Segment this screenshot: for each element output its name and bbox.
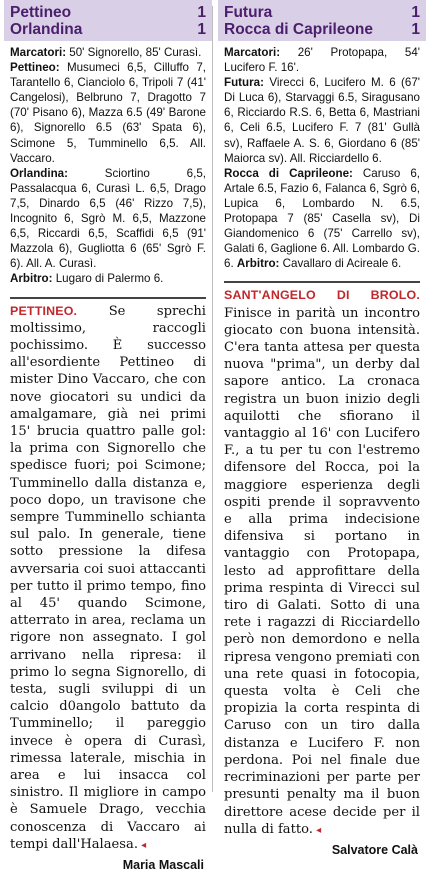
dateline: SANT'ANGELO DI BROLO. bbox=[224, 288, 420, 303]
away-lineup-text: Sciortino 6,5, Passalacqua 6, Curasì L. 6,5, Drago 7,5, Dinardo 6,5 (46' Rizzo 7,5), Incognito 6, Sgrò M. 6,5, Mazzone 6,5, Riccardi 6,5, Scaffidi 6,5 (91' Mazzola 6), Gugliotta 6 (65' Sgrò F. 6). All. A. Curasì. bbox=[10, 166, 206, 271]
home-lineup-label: Futura: bbox=[224, 76, 264, 90]
referee bbox=[10, 271, 206, 286]
away-lineup-label: Orlandina: bbox=[10, 166, 68, 180]
author-byline: Salvatore Calà bbox=[331, 842, 418, 857]
home-lineup-text: Virecci 6, Lucifero M. 6 (67' Di Luca 6), Starvaggi 6.5, Siragusano 6, Ricciardo R.S. 6, Betta 6, Mastriani 6, Celi 6.5, Lucifero F. 7 (81' Gullà sv), Raffaele A. S. 6, Giordano 6 (85' Maiorca sv). All. Ricciardello 6. bbox=[224, 76, 420, 165]
match-column-left bbox=[4, 0, 212, 872]
section-rule bbox=[224, 281, 420, 283]
team-name: Rocca di Caprileone bbox=[224, 21, 374, 38]
away-lineup bbox=[224, 166, 420, 272]
team-goals: 1 bbox=[411, 21, 420, 38]
match-column-right bbox=[218, 0, 426, 857]
scorers bbox=[224, 45, 420, 75]
section-rule bbox=[10, 297, 206, 299]
score-row-home bbox=[10, 4, 206, 21]
article-body: Se sprechi moltissimo, raccogli pochissimo. È successo all'esordiente Pettineo di mister Dino Vaccaro, che con nove giocatori su undici da amalgamare, già nei primi 15' brucia quattro palle gol: la prima con Signorello che spedisce fuori; poi Scimone; Tumminello dalla distanza e, poco dopo, un travisone che sempre Tumminello schianta sul palo. In generale, tiene sotto pressione la difesa avversaria coi suoi attaccanti per tutto il primo tempo, fino al 45' quando Scimone, atterrato in area, reclama un rigore non assegnato. I gol arrivano nella ripresa: il primo lo segna Signorello, di testa, sugli sviluppi di un calcio d0angolo battuto da Tumminello; il pareggio invece è opera di Curasì, rimessa laterale, mischia in area e lui insacca col sinistro. Il migliore in campo è Samuele Drago, vecchia conoscenza di Vaccaro ai tempi dall'Halaesa. bbox=[10, 303, 206, 852]
scorers bbox=[10, 45, 206, 60]
scorers-text: 50' Signorello, 85' Curasì. bbox=[66, 46, 202, 59]
article-body: Finisce in parità un incontro giocato con buona intensità. C'era tanta attesa per questa nuova "prima", un derby dal sapore antico. La cronaca registra un buon inizio degli aquilotti che sfiorano il vantaggio al 16' con Lucifero F., a tu per tu con l'estremo difensore del Rocca, poi la maggiore esperienza degli ospiti prende il sopravvento e alla prima indecisione difensiva si portano in vantaggio con Protopapa, lesto ad approfittare della prima respinta di Virecci sul tiro di Galati. Sotto di una rete i ragazzi di Ricciardello però non demordono e nella ripresa vengono premiati con una rete quasi in fotocopia, questa volta è Celi che propizia la corta respinta di Caruso con un tiro dalla distanza e Lucifero F. non perdona. Poi nel finale due recriminazioni per parte per presunti penalty ma il buon direttore acese decide per il nulla di fatto. bbox=[224, 305, 420, 837]
referee-text: Lugaro di Palermo 6. bbox=[52, 272, 164, 286]
away-lineup-label: Rocca di Caprileone: bbox=[224, 166, 353, 180]
scorers-label: Marcatori: bbox=[224, 46, 281, 59]
scoreboard-left bbox=[4, 0, 212, 41]
score-row-home bbox=[224, 4, 420, 21]
team-goals: 1 bbox=[197, 21, 206, 38]
referee-label: Arbitro: bbox=[10, 272, 53, 286]
match-stats-left bbox=[4, 41, 212, 289]
score-row-away bbox=[224, 21, 420, 38]
home-lineup-label: Pettineo: bbox=[10, 61, 60, 75]
team-name: Pettineo bbox=[10, 4, 72, 21]
match-stats-right bbox=[218, 41, 426, 273]
scorers-text: 26' Protopapa, 54' Lucifero F. 16'. bbox=[224, 46, 420, 75]
author-byline: Maria Mascali bbox=[122, 858, 204, 872]
article-left bbox=[4, 303, 212, 855]
away-lineup-text: Caruso 6, Artale 6.5, Fazio 6, Falanca 6, Sgrò 6, Lupica 6, Lombardo N. 6.5, Protopapa 7 (85' Casella sv), Di Giandomenico 6 (75' Carrello sv), Galati 6, Gaglione 6. All. Lombardo G. 6. bbox=[224, 166, 420, 271]
end-mark: ◂ bbox=[312, 824, 322, 836]
away-lineup bbox=[10, 166, 206, 272]
referee-label: Arbitro: bbox=[236, 257, 280, 271]
team-goals: 1 bbox=[197, 4, 206, 21]
article-right bbox=[218, 287, 426, 839]
column-divider bbox=[212, 6, 213, 792]
team-name: Futura bbox=[224, 4, 273, 21]
score-row-away bbox=[10, 21, 206, 38]
home-lineup bbox=[10, 60, 206, 166]
referee-text: Cavallaro di Acireale 6. bbox=[279, 257, 402, 271]
team-goals: 1 bbox=[411, 4, 420, 21]
team-name: Orlandina bbox=[10, 21, 83, 38]
scorers-label: Marcatori: bbox=[10, 46, 67, 59]
scoreboard-right bbox=[218, 0, 426, 41]
end-mark: ◂ bbox=[137, 839, 147, 851]
home-lineup bbox=[224, 75, 420, 166]
dateline: PETTINEO. bbox=[10, 303, 78, 318]
home-lineup-text: Musumeci 6,5, Cilluffo 7, Tarantello 6, Cianciolo 6, Tripoli 7 (41' Cangelosi), Belbruno 7, Dragotto 7 (70' Pisano 6), Mazza 6.5 (49' Barone 6), Signorello 6.5 (63' Spata 6), Scimone 5, Tumminello 6,5. All. Vaccaro. bbox=[10, 61, 206, 165]
